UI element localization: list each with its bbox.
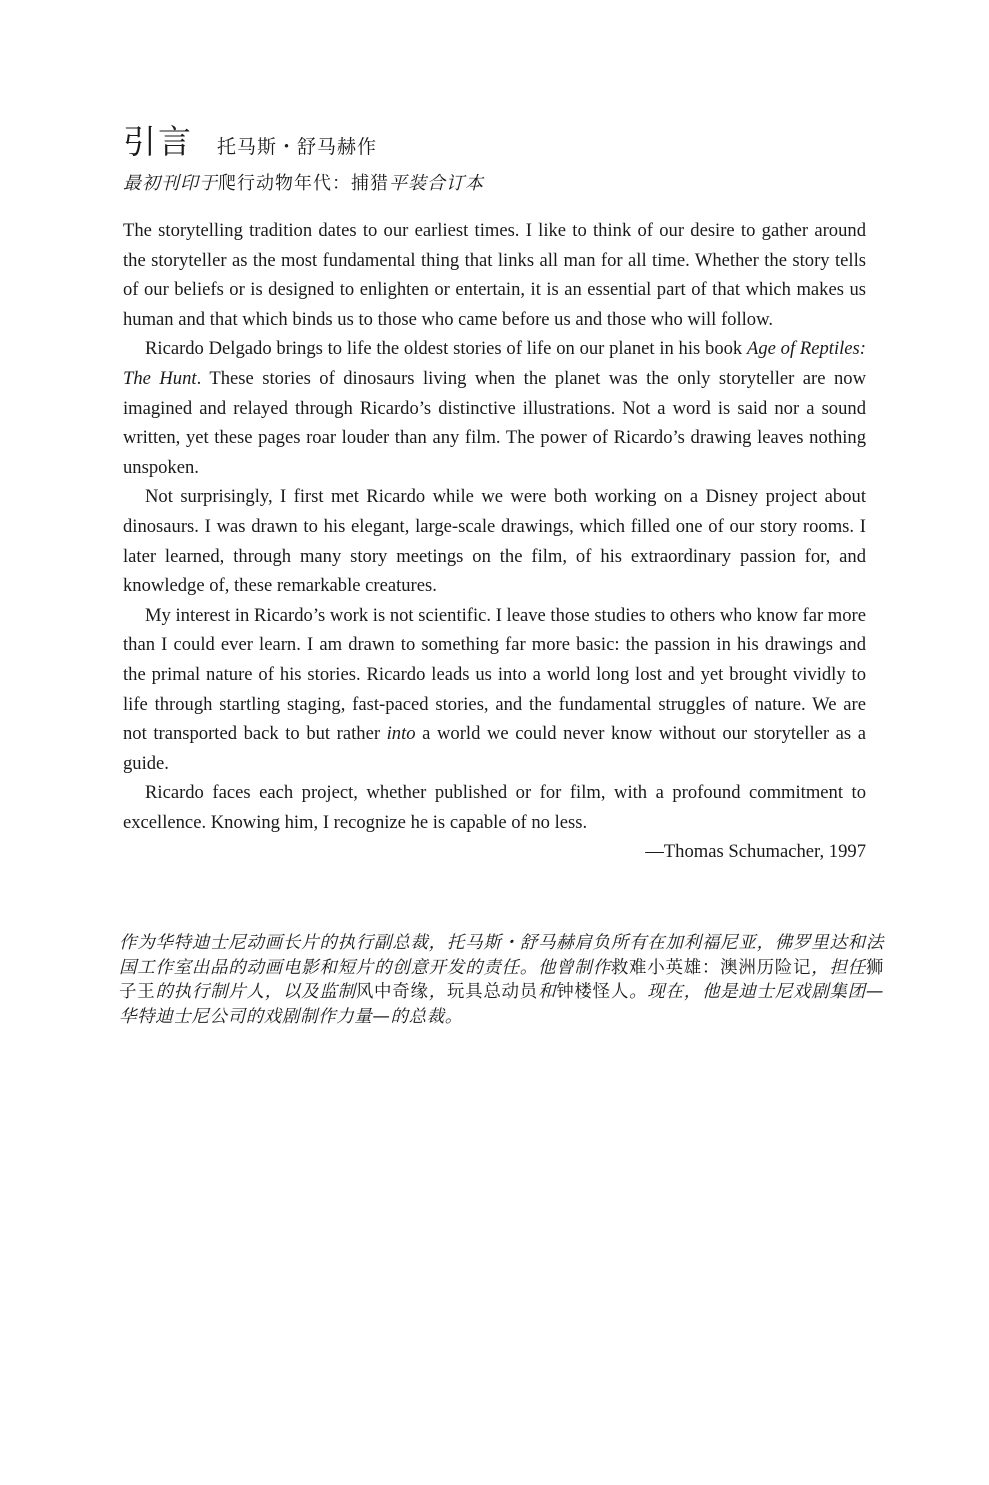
paragraph-4-rest: a world we could never know without our storyteller as a guide. (123, 723, 866, 774)
chapter-title: 引言 (123, 122, 193, 161)
book-title: Age of Reptiles: The Hunt (123, 338, 866, 389)
bio-part-1: 作为华特迪士尼动画长片的执行副总裁，托马斯・舒马赫肩负所有在加利福尼亚，佛罗里达和法国工作室出品的动画电影和短片的创意开发的责任。他曾制作 (119, 933, 884, 978)
bio-part-6: 。现在，他是迪士尼戏剧集团—华特迪士尼公司的戏剧制作力量—的总裁。 (119, 982, 884, 1027)
bio-part-3: 的执行制片人，以及监制 (155, 982, 356, 1002)
paragraph-2-start: Ricardo Delgado brings to life the oldest stories of life on our planet in his book (145, 338, 747, 360)
paragraph-4-start: My interest in Ricardo’s work is not scientific. I leave those studies to others who know far more than I could ever learn. I am drawn to something far more basic: the passion in his drawings and the primal nature of his stories. Ricardo leads us into a world long lost and yet brought vividly to life through startling staging, fast-paced stories, and the fundamental struggles of nature. We are not transported back to but rather (123, 604, 866, 745)
bio-film-4: 玩具总动员 (446, 982, 538, 1002)
signature: —Thomas Schumacher, 1997 (645, 841, 866, 863)
chapter-author: 托马斯・舒马赫作 (217, 136, 378, 158)
bio-film-1: 救难小英雄：澳洲历险记 (610, 957, 812, 978)
title-line (123, 116, 883, 163)
introduction-body (123, 216, 866, 867)
bio-part-5: 和 (538, 982, 557, 1002)
paragraph-4 (123, 601, 866, 779)
paragraph-2-rest: . These stories of dinosaurs living when the planet was the only storyteller are now imagined and relayed through Ricardo’s distinctive illustrations. Not a word is said nor a sound written, yet these pages roar louder than any film. The power of Ricardo’s drawing leaves nothing unspoken. (123, 367, 866, 478)
subtitle-prefix: 最初刊印于 (123, 173, 218, 194)
paragraph-5: Ricardo faces each project, whether published or for film, with a profound commitment to excellence. Knowing him, I recognize he is capable of no less. (123, 782, 866, 833)
paragraph-1: The storytelling tradition dates to our earliest times. I like to think of our desire to gather around the storyteller as the most fundamental thing that links all man for all time. Whether the story tells of our beliefs or is designed to enlighten or entertain, it is an essential part of that which makes us human and that which binds us to those who came before us and those who will follow. (123, 220, 866, 330)
bio-film-3: 风中奇缘 (355, 982, 429, 1002)
chapter-subtitle (123, 169, 883, 195)
chapter-heading (123, 116, 883, 195)
subtitle-suffix: 平装合订本 (389, 173, 484, 194)
paragraph-2 (123, 334, 866, 482)
paragraph-3: Not surprisingly, I first met Ricardo while we were both working on a Disney project about dinosaurs. I was drawn to his elegant, large-scale drawings, which filled one of our story rooms. I later learned, through many story meetings on the film, of his extraordinary passion for, and knowledge of, these remarkable creatures. (123, 486, 866, 597)
bio-film-2: 狮子王 (119, 957, 884, 1002)
subtitle-book: 爬行动物年代：捕猎 (218, 173, 389, 194)
emphasis-into: into (386, 723, 416, 745)
bio-part-2: ，担任 (811, 957, 866, 978)
author-bio (119, 931, 884, 1029)
bio-film-5: 钟楼怪人 (556, 982, 630, 1002)
bio-part-4: ， (428, 982, 447, 1002)
